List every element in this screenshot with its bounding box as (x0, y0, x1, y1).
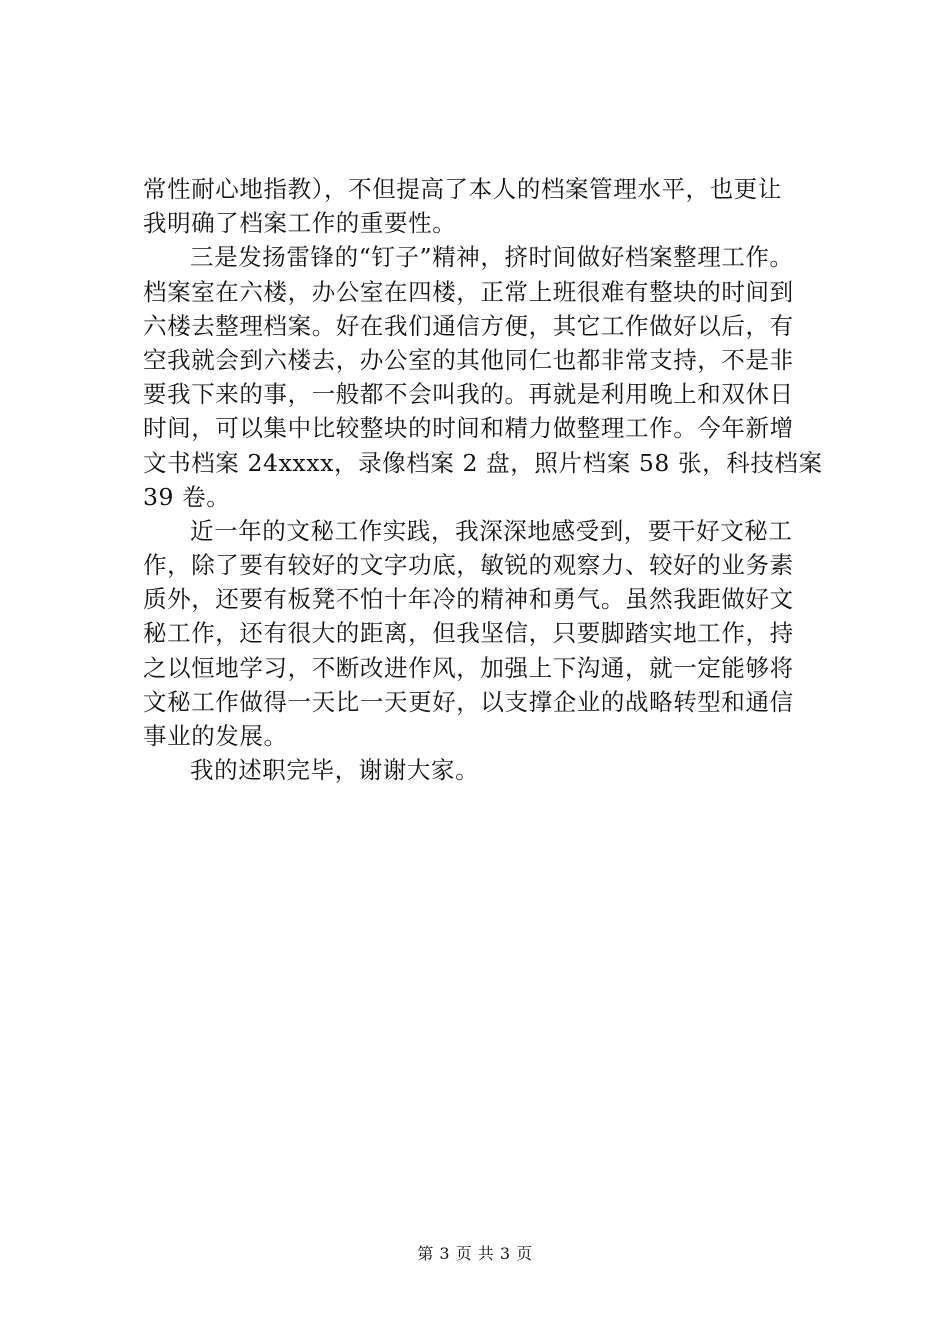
text-line-12: 作，除了要有较好的文字功底，敏锐的观察力、较好的业务素 (143, 551, 794, 580)
text-line-14: 秘工作，还有很大的距离，但我坚信，只要脚踏实地工作，持 (143, 619, 794, 648)
text-line-15: 之以恒地学习，不断改进作风，加强上下沟通，就一定能够将 (143, 653, 794, 682)
text-line-5: 六楼去整理档案。好在我们通信方便，其它工作做好以后，有 (143, 311, 794, 340)
text-line-17: 事业的发展。 (143, 722, 288, 750)
text-line-16: 文秘工作做得一天比一天更好，以支撑企业的战略转型和通信 (143, 687, 794, 716)
text-line-18: 我的述职完毕，谢谢大家。 (190, 756, 480, 785)
text-line-2: 我明确了档案工作的重要性。 (143, 209, 457, 238)
text-line-7: 要我下来的事，一般都不会叫我的。再就是利用晚上和双休日 (143, 380, 794, 409)
page-footer (0, 1244, 950, 1264)
text-line-1: 常性耐心地指教），不但提高了本人的档案管理水平，也更让 (143, 175, 782, 203)
text-line-8: 时间，可以集中比较整块的时间和精力做整理工作。今年新增 (143, 414, 794, 443)
text-line-6: 空我就会到六楼去，办公室的其他同仁也都非常支持，不是非 (143, 345, 794, 374)
document-body (143, 172, 833, 787)
text-line-10: 39 卷。 (143, 482, 231, 511)
text-line-4: 档案室在六楼，办公室在四楼，正常上班很难有整块的时间到 (143, 277, 794, 306)
text-line-13: 质外，还要有板凳不怕十年冷的精神和勇气。虽然我距做好文 (143, 585, 794, 614)
text-line-11: 近一年的文秘工作实践，我深深地感受到，要干好文秘工 (190, 516, 793, 545)
text-line-9: 文书档案 24xxxx，录像档案 2 盘，照片档案 58 张，科技档案 (143, 448, 823, 477)
text-line-3: 三是发扬雷锋的“钉子”精神，挤时间做好档案整理工作。 (190, 243, 794, 272)
page-number-label: 第 3 页 共 3 页 (417, 1244, 533, 1263)
